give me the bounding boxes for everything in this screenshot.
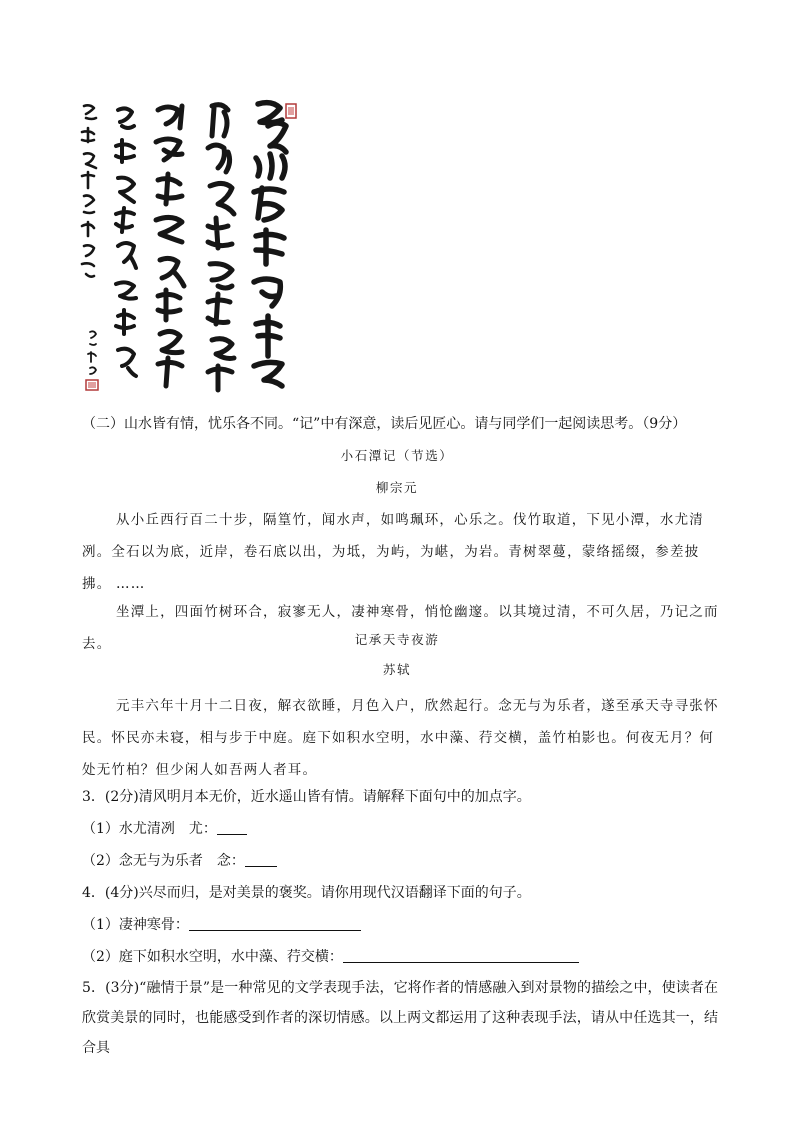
question-3-item-1-label: （1）水尤清冽 尤： [82,821,217,837]
question-4-stem: 4．(4分)兴尽而归，是对美景的褒奖。请你用现代汉语翻译下面的句子。 [82,885,531,901]
passage2-author: 苏轼 [382,662,412,677]
question-4-item-1-label: （1）凄神寒骨： [82,917,189,933]
passage1-ellipsis: …… [116,576,146,592]
question-3-item-2-label: （2）念无与为乐者 念： [82,853,245,869]
passage1-title: 小石潭记（节选） [340,448,454,463]
passage1-paragraph-1: 从小丘西行百二十步，隔篁竹，闻水声，如鸣珮环，心乐之。伐竹取道，下见小潭，水尤清冽。全石以为底，近岸，卷石底以出，为坻，为屿，为嵁，为岩。青树翠蔓，蒙络摇缀，参差披拂。 [82,512,704,592]
passage2-paragraph: 元丰六年十月十二日夜，解衣欲睡，月色入户，欣然起行。念无与为乐者，遂至承天寺寻张怀民。怀民亦未寝，相与步于中庭。庭下如积水空明，水中藻、荇交横，盖竹柏影也。何夜无月？何处无竹柏？但少闲人如吾两人者耳。 [82,698,719,778]
question-5-stem: 5．(3分)“融情于景”是一种常见的文学表现手法，它将作者的情感融入到对景物的描绘之中，使读者在欣赏美景的同时，也能感受到作者的深切情感。以上两文都运用了这种表现手法，请从中任选其一，结合具 [82,980,718,1056]
answer-blank[interactable] [245,852,277,867]
question-4-item-2 [82,946,579,968]
passage2-title: 记承天寺夜游 [354,632,440,647]
answer-blank[interactable] [189,916,361,931]
passage1-author: 柳宗元 [375,480,419,495]
passage1-paragraph-2: 坐潭上，四面竹树环合，寂寥无人，凄神寒骨，悄怆幽邃。以其境过清，不可久居，乃记之而去。 [82,604,719,652]
answer-blank[interactable] [217,820,247,835]
answer-blank[interactable] [343,948,579,963]
question-4-item-2-label: （2）庭下如积水空明，水中藻、荇交横： [82,949,343,965]
calligraphy-scroll-image [78,96,304,396]
question-3-item-2 [82,850,277,872]
section-intro: （二）山水皆有情，忧乐各不同。“记”中有深意，读后见匠心。请与同学们一起阅读思考。（9分） [82,416,687,432]
question-3-stem: 3．(2分)清风明月本无价，近水遥山皆有情。请解释下面句中的加点字。 [82,789,531,805]
question-3-item-1 [82,818,247,840]
question-4-item-1 [82,914,361,936]
